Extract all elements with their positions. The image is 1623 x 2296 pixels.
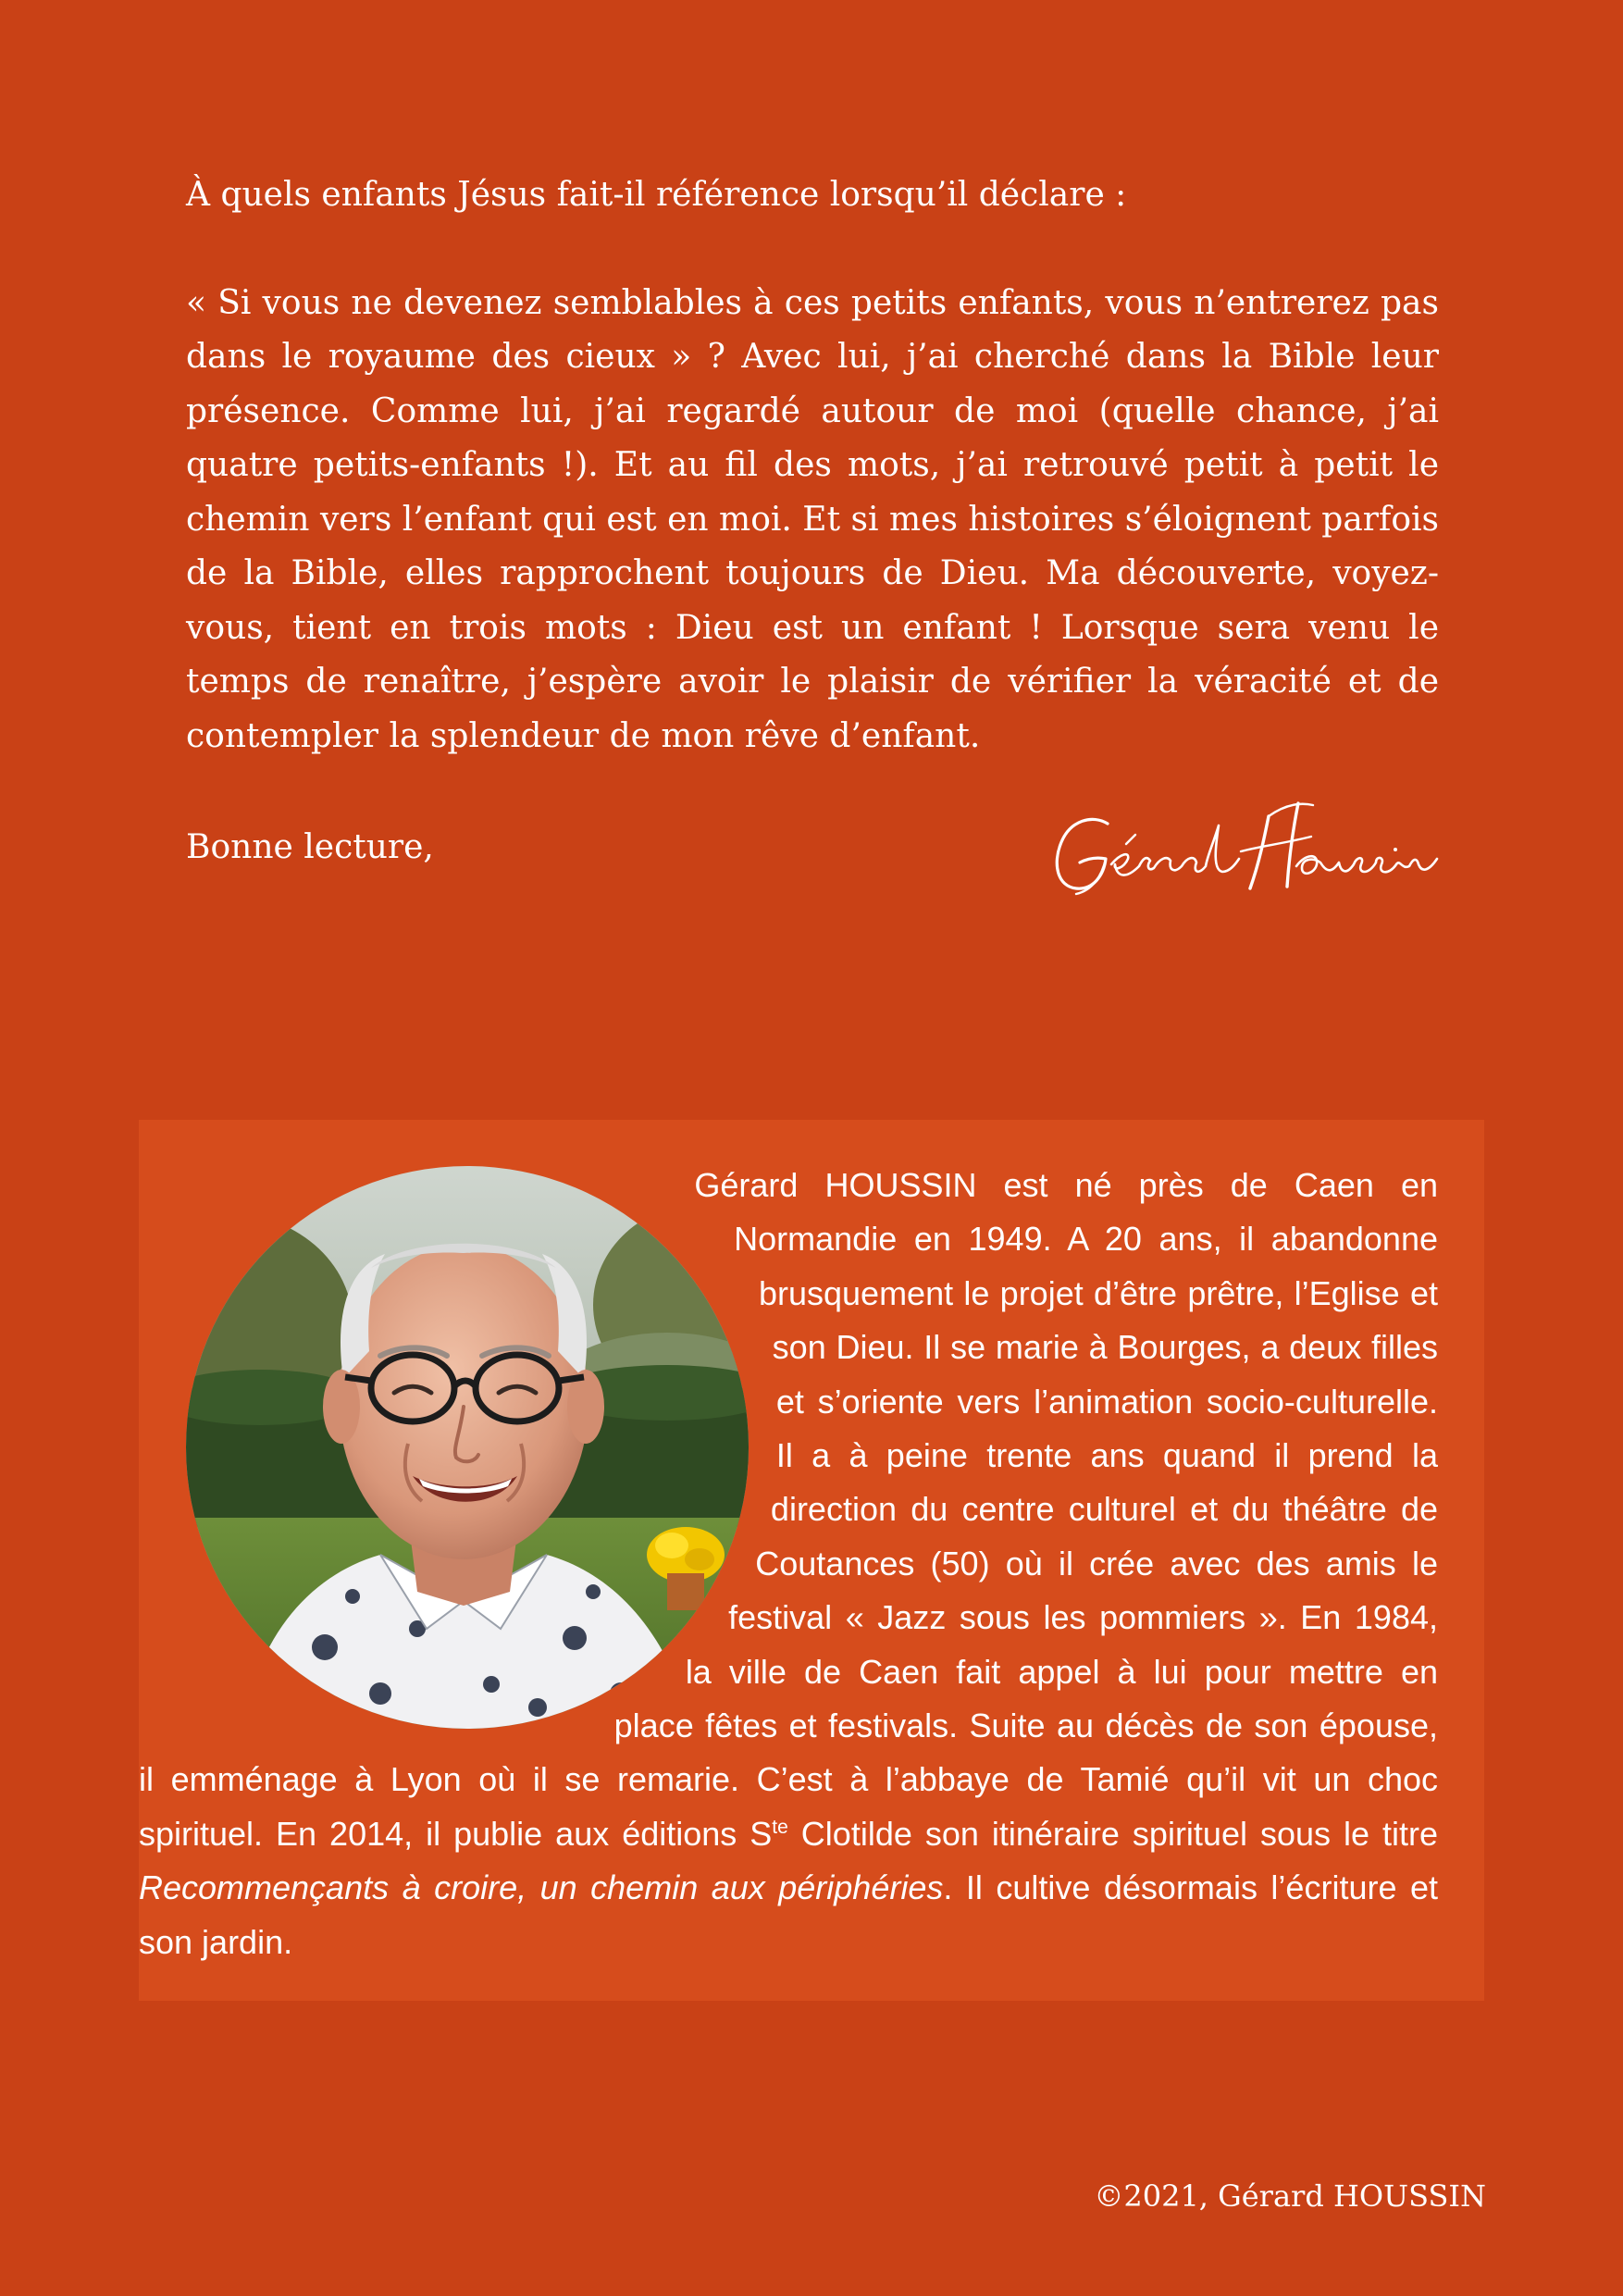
intro-body: « Si vous ne devenez semblables à ces petits enfants, vous n’entrerez pas dans le royaume des cieux » ? Avec lui, j’ai cherché dans la Bible leur présence. Comme lui, j’ai regardé autour de moi (quelle chance, j’ai quatre petits-enfants !). Et au fil des mots, j’ai retrouvé petit à petit le chemin vers l’enfant qui est en moi. Et si mes histoires s’éloignent parfois de la Bible, elles rapprochent toujours de Dieu. Ma découverte, voyez-vous, tient en trois mots : Dieu est un enfant ! Lorsque sera venu le temps de renaître, j’espère avoir le plaisir de vérifier la véracité et de contempler la splendeur de mon rêve d’enfant.: [186, 283, 1439, 755]
greeting: Bonne lecture,: [186, 828, 434, 866]
closing-line: [186, 821, 1439, 923]
handwritten-signature: [1050, 798, 1439, 900]
copyright-notice: ©2021, Gérard HOUSSIN: [1094, 2178, 1486, 2214]
intro-question: À quels enfants Jésus fait-il référence lorsqu’il déclare :: [186, 176, 1127, 214]
book-title: Recommençants à croire, un chemin aux périphéries: [139, 1868, 944, 1907]
bio-text-part-2: Clotilde son itinéraire spirituel sous le titre: [787, 1814, 1438, 1853]
author-bio-box: [139, 1120, 1484, 2001]
portrait-illustration: [186, 1166, 749, 1729]
author-portrait-photo: [186, 1166, 749, 1729]
bio-text-part-1: Gérard HOUSSIN est né près de Caen en Normandie en 1949. A 20 ans, il abandonne brusquement le projet d’être prêtre, l’Eglise et son Dieu. Il se marie à Bourges, a deux filles et s’oriente vers l’animation socio-culturelle. Il a à peine trente ans quand il prend la direction du centre culturel et du théâtre de Coutances (50) où il crée avec des amis le festival « Jazz sous les pommiers ». En 1984, la ville de Caen fait appel à lui pour mettre en place fêtes et festivals. Suite au décès de son épouse, il emménage à Lyon où il se remarie. C’est à l’abbaye de Tamié qu’il vit un choc spirituel. En 2014, il publie aux éditions S: [139, 1166, 1438, 1853]
bio-superscript: te: [772, 1816, 788, 1838]
bio-text-part-3: . Il cultive désormais l’écriture et son jardin.: [139, 1868, 1438, 1961]
intro-section: [186, 168, 1439, 763]
